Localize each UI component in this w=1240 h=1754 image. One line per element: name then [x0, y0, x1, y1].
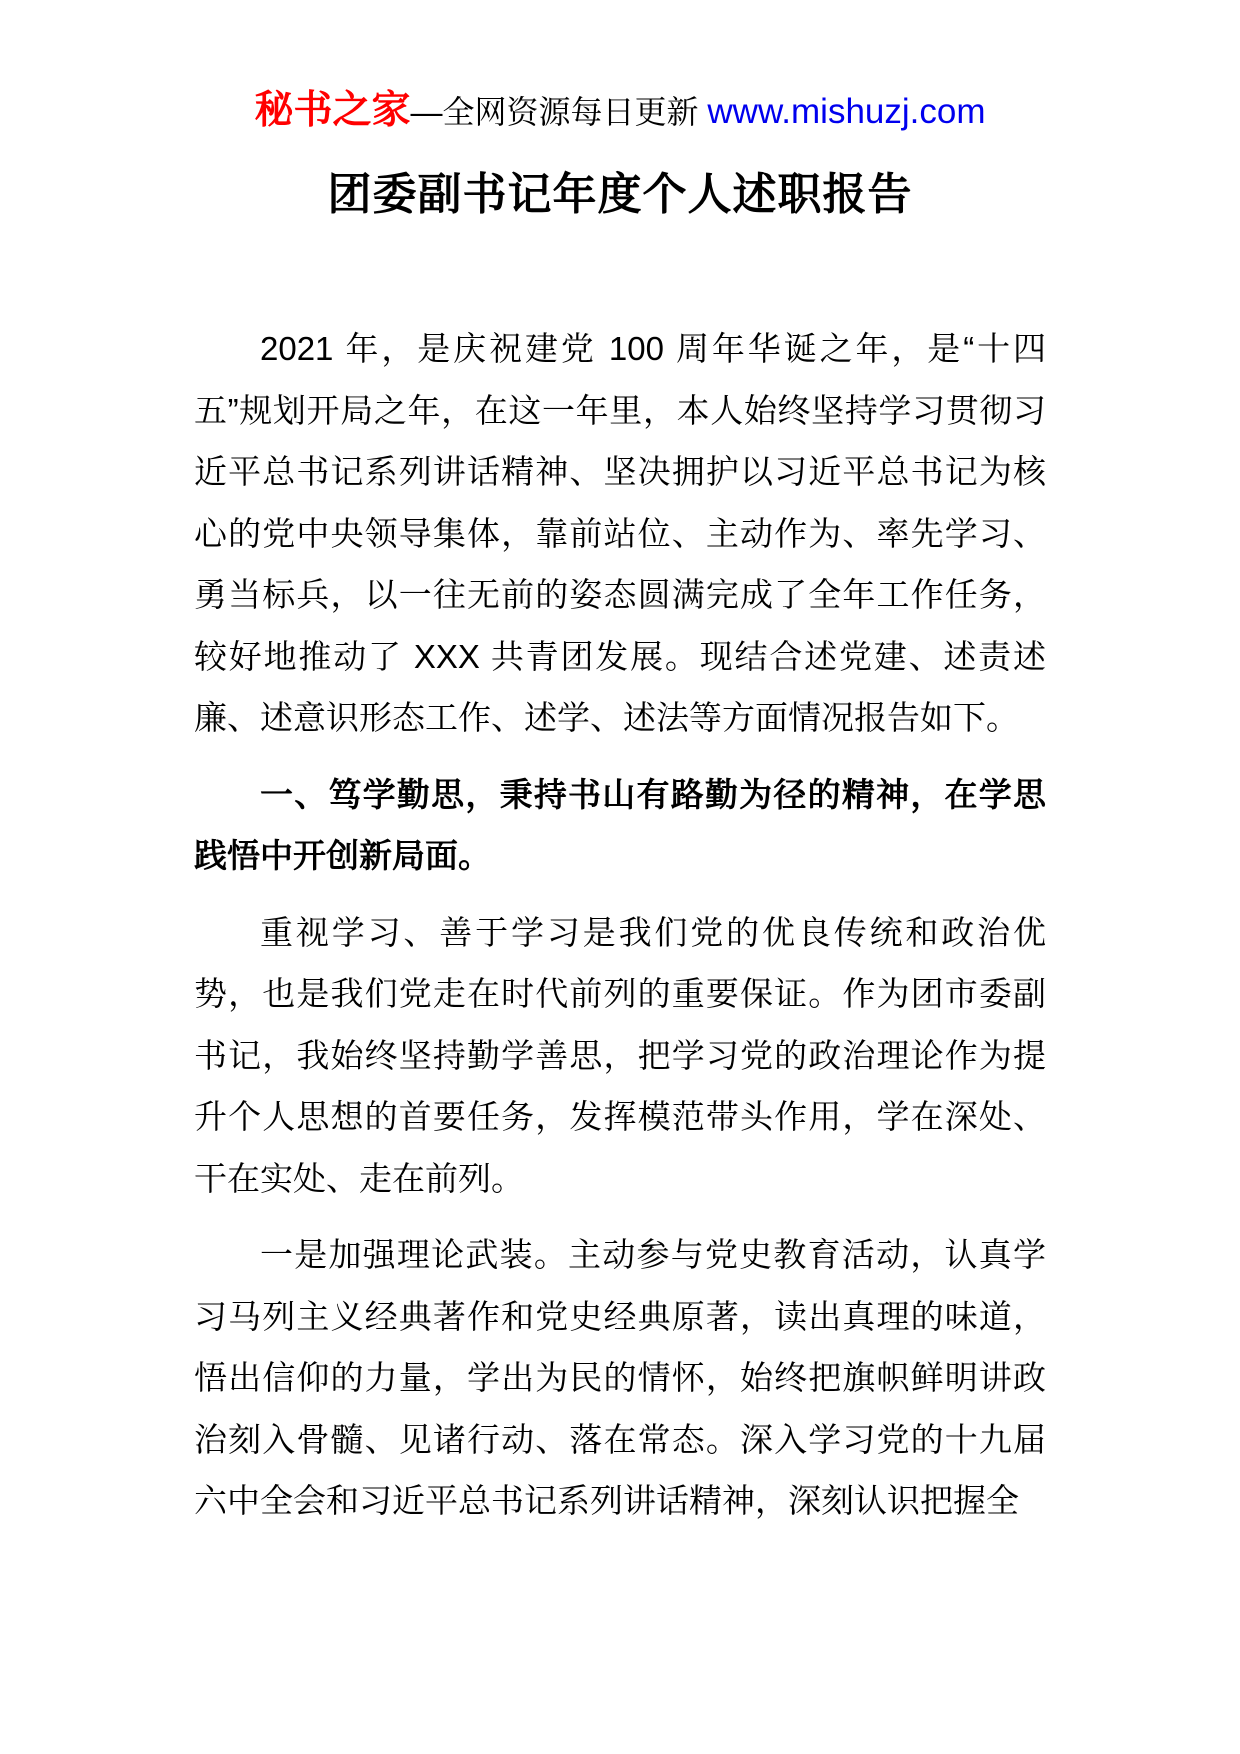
site-header-line — [0, 88, 1240, 142]
document-body — [194, 318, 1046, 1532]
header-tagline: 全网资源每日更新 — [442, 94, 708, 130]
brand-text: 秘书之家 — [254, 89, 411, 132]
paragraph-section1-lead: 重视学习、善于学习是我们党的优良传统和政治优势，也是我们党走在时代前列的重要保证。作为团市委副书记，我始终坚持勤学善思，把学习党的政治理论作为提升个人思想的首要任务，发挥模范带头作用，学在深处、干在实处、走在前列。 — [194, 913, 1046, 1197]
document-title: 团委副书记年度个人述职报告 — [327, 170, 913, 219]
paragraph-section1-point1: 一是加强理论武装。主动参与党史教育活动，认真学习马列主义经典著作和党史经典原著，读出真理的味道，悟出信仰的力量，学出为民的情怀，始终把旗帜鲜明讲政治刻入骨髓、见诸行动、落在常态。深入学习党的十九届六中全会和习近平总书记系列讲话精神，深刻认识把握全 — [194, 1236, 1046, 1519]
site-url: www.mishuzj.com — [707, 92, 986, 131]
paragraph-intro: 2021 年，是庆祝建党 100 周年华诞之年，是“十四五”规划开局之年，在这一年里，本人始终坚持学习贯彻习近平总书记系列讲话精神、坚决拥护以习近平总书记为核心的党中央领导集体，靠前站位、主动作为、率先学习、勇当标兵，以一往无前的姿态圆满完成了全年工作任务，较好地推动了 XXX 共青团发展。现结合述党建、述责述廉、述意识形态工作、述学、述法等方面情况报告如下。 — [194, 330, 1046, 736]
header-dash: — — [410, 94, 443, 130]
section-heading-1: 一、笃学勤思，秉持书山有路勤为径的精神，在学思践悟中开创新局面。 — [194, 775, 1046, 874]
